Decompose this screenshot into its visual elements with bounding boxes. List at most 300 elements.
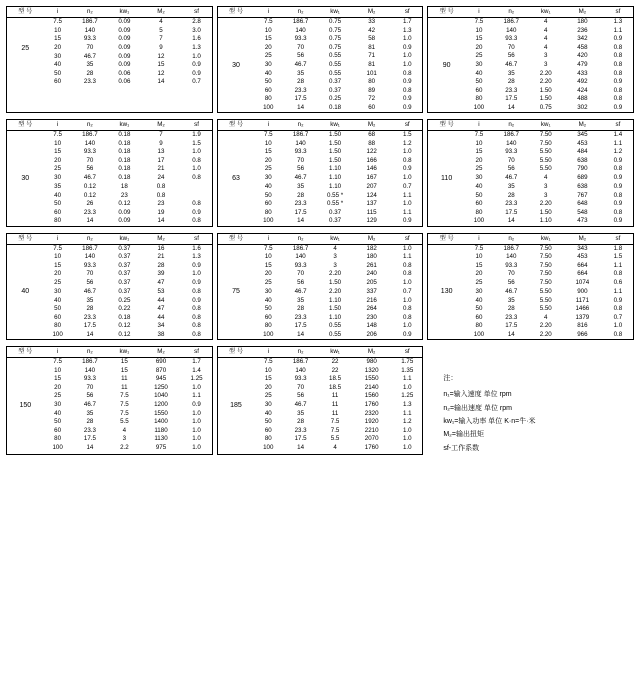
cell-m2: 39 xyxy=(157,270,165,278)
cell-sf: 3.0 xyxy=(192,26,201,34)
model-spacer xyxy=(428,331,465,340)
cell-n2: 17.5 xyxy=(83,435,96,443)
cell-i: 15 xyxy=(264,261,272,269)
table-row xyxy=(428,104,633,113)
cell-n2: 93.3 xyxy=(294,375,307,383)
table-row xyxy=(218,331,423,340)
model-spacer xyxy=(7,192,44,201)
cell-i: 20 xyxy=(264,43,272,51)
cell-kw1: 0.18 xyxy=(118,156,131,164)
cell-n2: 93.3 xyxy=(294,148,307,156)
cell-i: 10 xyxy=(475,26,483,34)
cell-kw1: 4 xyxy=(544,174,548,182)
cell-i: 80 xyxy=(264,208,272,216)
table-row xyxy=(7,375,212,384)
cell-i: 10 xyxy=(54,26,62,34)
cell-kw1: 11 xyxy=(331,400,339,408)
cell-kw1: 1.10 xyxy=(329,313,342,321)
cell-m2: 302 xyxy=(577,103,588,111)
cell-i: 40 xyxy=(264,296,272,304)
legend-line-1: n₂=输出速度 单位 rpm xyxy=(443,404,512,412)
header-sf: sf xyxy=(392,234,422,245)
cell-kw1: 0.18 xyxy=(118,165,131,173)
cell-m2: 343 xyxy=(577,244,588,252)
table-row xyxy=(7,287,212,296)
cell-i: 30 xyxy=(264,60,272,68)
cell-kw1: 22 xyxy=(331,366,339,374)
cell-sf: 0.8 xyxy=(192,217,201,225)
cell-n2: 93.3 xyxy=(83,148,96,156)
cell-kw1: 0.75 xyxy=(329,26,342,34)
cell-n2: 17.5 xyxy=(505,322,518,330)
cell-n2: 70 xyxy=(297,156,305,164)
cell-sf: 0.9 xyxy=(402,43,412,51)
cell-kw1: 0.37 xyxy=(329,208,342,216)
cell-sf: 0.9 xyxy=(192,400,201,408)
cell-kw1: 0.37 xyxy=(329,217,342,225)
table-row xyxy=(218,244,423,253)
cell-m2: 14 xyxy=(157,217,165,225)
table-row xyxy=(428,253,633,262)
table-row xyxy=(7,140,212,149)
legend-line-3: M₂=输出扭矩 xyxy=(443,431,484,439)
model-spacer xyxy=(428,253,465,262)
cell-sf: 0.9 xyxy=(613,78,623,86)
cell-m2: 473 xyxy=(577,217,588,225)
cell-kw1: 1.50 xyxy=(329,131,342,139)
model-label: 30 xyxy=(21,174,30,182)
cell-n2: 46.7 xyxy=(294,287,307,295)
cell-sf: 1.0 xyxy=(613,322,623,330)
cell-m2: 21 xyxy=(157,165,165,173)
cell-kw1: 15 xyxy=(120,358,128,366)
cell-n2: 70 xyxy=(297,383,305,391)
cell-m2: 47 xyxy=(157,278,165,286)
cell-kw1: 1.50 xyxy=(539,86,552,94)
cell-n2: 140 xyxy=(84,139,96,147)
cell-i: 60 xyxy=(475,86,483,94)
cell-m2: 1400 xyxy=(154,418,168,426)
header-sf: sf xyxy=(392,7,422,18)
cell-i: 80 xyxy=(54,322,62,330)
cell-i: 50 xyxy=(475,78,483,86)
cell-i: 100 xyxy=(263,330,274,338)
cell-kw1: 0.18 xyxy=(329,103,342,111)
cell-m2: 81 xyxy=(368,43,376,51)
cell-n2: 28 xyxy=(507,191,515,199)
header-i: i xyxy=(465,234,493,245)
cell-m2: 81 xyxy=(368,60,376,68)
cell-sf: 1.4 xyxy=(192,366,201,374)
cell-n2: 17.5 xyxy=(294,208,307,216)
table-row xyxy=(218,70,423,79)
table-row xyxy=(428,183,633,192)
spec-table xyxy=(428,120,633,225)
cell-m2: 342 xyxy=(577,35,588,42)
cell-n2: 93.3 xyxy=(505,261,518,269)
cell-sf: 0.9 xyxy=(192,296,201,304)
cell-sf: 1.7 xyxy=(192,358,201,366)
cell-kw1: 0.18 xyxy=(118,174,131,182)
cell-n2: 140 xyxy=(506,139,517,147)
cell-kw1: 7.50 xyxy=(539,261,552,269)
legend-title: 注： xyxy=(443,375,458,383)
header-model: 型 号 xyxy=(218,347,255,358)
cell-n2: 23.3 xyxy=(83,313,96,321)
cell-i: 20 xyxy=(475,43,483,51)
model-spacer xyxy=(218,131,255,140)
cell-m2: 1320 xyxy=(364,366,379,374)
cell-m2: 146 xyxy=(366,165,377,173)
header-kw1: kw₁ xyxy=(319,120,351,131)
header-n2: n₂ xyxy=(72,347,109,358)
cell-m2: 17 xyxy=(157,156,165,164)
model-spacer xyxy=(218,435,255,444)
table-body-8 xyxy=(428,244,633,339)
cell-kw1: 1.10 xyxy=(539,217,552,225)
table-row xyxy=(218,287,423,296)
table-row xyxy=(7,44,212,53)
cell-sf: 0.9 xyxy=(402,95,412,103)
cell-n2: 186.7 xyxy=(292,358,309,366)
header-model: 型 号 xyxy=(428,120,465,131)
cell-n2: 35 xyxy=(86,61,94,69)
cell-kw1: 15 xyxy=(120,366,128,374)
model-spacer xyxy=(218,95,255,104)
cell-sf: 0.9 xyxy=(613,35,623,42)
cell-i: 80 xyxy=(475,322,483,330)
cell-i: 60 xyxy=(54,313,62,321)
cell-sf: 0.8 xyxy=(402,270,412,278)
table-row xyxy=(428,244,633,253)
cell-sf: 0.9 xyxy=(192,278,201,286)
cell-kw1: 5.5 xyxy=(330,435,340,443)
model-spacer xyxy=(7,444,44,453)
cell-m2: 1074 xyxy=(575,278,590,286)
cell-sf: 0.9 xyxy=(192,69,201,77)
cell-sf: 0.9 xyxy=(402,217,412,225)
spec-table xyxy=(218,347,423,452)
cell-kw1: 0.09 xyxy=(118,52,131,60)
cell-kw1: 7.50 xyxy=(539,244,552,252)
table-row xyxy=(7,367,212,376)
cell-i: 30 xyxy=(54,400,62,408)
cell-n2: 17.5 xyxy=(505,95,518,103)
cell-i: 15 xyxy=(54,375,62,383)
cell-sf: 1.6 xyxy=(192,244,201,252)
model-spacer xyxy=(428,95,465,104)
header-model: 型 号 xyxy=(428,7,465,18)
cell-sf: 1.0 xyxy=(402,52,412,59)
cell-m2: 23 xyxy=(157,200,165,208)
cell-sf: 0.9 xyxy=(613,296,623,304)
model-spacer xyxy=(218,375,255,384)
table-row xyxy=(428,270,633,279)
table-row xyxy=(7,165,212,174)
model-spacer xyxy=(7,217,44,226)
cell-sf: 1.0 xyxy=(192,418,201,426)
cell-n2: 140 xyxy=(84,26,96,34)
cell-sf xyxy=(181,192,211,201)
cell-m2: 38 xyxy=(157,330,165,338)
cell-n2: 35 xyxy=(86,409,94,417)
cell-i: 80 xyxy=(475,95,483,103)
cell-m2: 453 xyxy=(577,253,588,261)
cell-m2: 129 xyxy=(366,217,377,225)
cell-kw1: 5.5 xyxy=(120,418,129,426)
cell-n2: 186.7 xyxy=(82,18,98,25)
cell-m2: 216 xyxy=(366,296,377,304)
cell-kw1: 2.20 xyxy=(539,330,552,338)
header-model: 型 号 xyxy=(428,234,465,245)
cell-n2: 28 xyxy=(86,418,94,426)
table-row xyxy=(7,192,212,201)
table-row xyxy=(428,262,633,271)
cell-m2: 816 xyxy=(577,322,588,330)
cell-n2: 14 xyxy=(507,103,515,111)
cell-i: 35 xyxy=(54,183,62,191)
cell-i: 10 xyxy=(264,366,272,374)
cell-m2: 638 xyxy=(577,183,588,191)
table-row xyxy=(428,87,633,96)
cell-n2: 93.3 xyxy=(83,375,96,383)
cell-m2: 167 xyxy=(366,174,377,182)
table-header-row xyxy=(218,234,423,245)
cell-sf: 1.2 xyxy=(402,418,412,426)
cell-n2: 17.5 xyxy=(294,435,307,443)
cell-i: 20 xyxy=(264,156,272,164)
cell-kw1: 1.50 xyxy=(539,208,552,216)
model-spacer xyxy=(218,367,255,376)
cell-kw1: 0.75 xyxy=(329,35,342,42)
cell-sf: 1.0 xyxy=(402,322,412,330)
model-label: 30 xyxy=(232,61,240,69)
cell-sf: 0.8 xyxy=(402,86,412,94)
table-row xyxy=(218,27,423,36)
cell-m2: 230 xyxy=(366,313,377,321)
cell-m2: 1180 xyxy=(154,426,168,434)
cell-i: 40 xyxy=(54,61,62,69)
cell-kw1: 4 xyxy=(122,426,127,434)
cell-n2: 17.5 xyxy=(294,95,307,103)
cell-sf: 0.9 xyxy=(192,261,201,269)
cell-m2: 44 xyxy=(157,296,165,304)
header-n2: n₂ xyxy=(282,347,319,358)
cell-kw1: 18.5 xyxy=(329,375,342,383)
table-row xyxy=(7,244,212,253)
cell-sf: 1.0 xyxy=(402,35,412,42)
table-header-row xyxy=(7,7,212,18)
cell-i: 100 xyxy=(473,103,485,111)
cell-i: 80 xyxy=(475,208,483,216)
model-spacer xyxy=(428,70,465,79)
model-spacer xyxy=(218,358,255,367)
cell-kw1: 0.25 xyxy=(118,296,131,304)
table-row xyxy=(7,35,212,44)
cell-n2: 28 xyxy=(297,418,305,426)
cell-sf: 1.0 xyxy=(402,426,412,434)
cell-i: 25 xyxy=(475,278,483,286)
cell-kw1: 4 xyxy=(333,244,337,252)
table-row xyxy=(7,157,212,166)
cell-i: 25 xyxy=(264,392,272,400)
table-row xyxy=(428,148,633,157)
cell-sf: 0.8 xyxy=(192,330,201,338)
model-spacer xyxy=(428,35,465,44)
cell-i: 60 xyxy=(264,313,272,321)
cell-m2: 264 xyxy=(366,305,377,313)
cell-i: 60 xyxy=(264,200,272,208)
cell-sf: 0.7 xyxy=(192,78,201,86)
model-spacer xyxy=(218,410,255,419)
model-label: 63 xyxy=(232,174,240,182)
cell-sf: 0.8 xyxy=(613,208,623,216)
cell-i: 100 xyxy=(473,217,485,225)
cell-sf: 1.0 xyxy=(402,296,412,304)
model-spacer xyxy=(218,87,255,96)
cell-m2: 790 xyxy=(577,165,588,173)
cell-kw1: 5.50 xyxy=(539,156,552,164)
table-row xyxy=(7,70,212,79)
cell-m2: 166 xyxy=(366,156,377,164)
header-model: 型 号 xyxy=(218,120,255,131)
cell-sf: 1.1 xyxy=(402,253,412,261)
model-spacer xyxy=(428,270,465,279)
cell-n2: 70 xyxy=(86,383,94,391)
cell-kw1: 7.50 xyxy=(539,270,552,278)
cell-i: 15 xyxy=(54,35,62,42)
cell-m2: 870 xyxy=(155,366,167,374)
spec-block-30a xyxy=(217,6,424,113)
cell-kw1: 0.55 * xyxy=(326,191,344,199)
cell-n2: 70 xyxy=(297,43,305,51)
cell-i: 80 xyxy=(54,217,62,225)
model-spacer xyxy=(428,157,465,166)
table-header-row xyxy=(7,234,212,245)
model-spacer xyxy=(7,392,44,401)
cell-sf: 1.3 xyxy=(192,43,201,51)
cell-kw1: 1.50 xyxy=(329,305,342,313)
cell-i: 20 xyxy=(54,43,62,51)
header-n2: n₂ xyxy=(72,7,109,18)
cell-n2: 35 xyxy=(297,409,305,417)
cell-sf: 0.8 xyxy=(613,52,623,59)
model-spacer xyxy=(218,148,255,157)
cell-kw1: 5.50 xyxy=(539,296,552,304)
cell-sf: 0.8 xyxy=(402,69,412,77)
model-spacer xyxy=(218,244,255,253)
model-spacer xyxy=(218,140,255,149)
table-body-7 xyxy=(218,244,423,339)
table-row xyxy=(428,61,633,70)
header-m2: M₂ xyxy=(562,7,603,18)
cell-kw1: 0.09 xyxy=(118,43,131,51)
cell-n2: 23.3 xyxy=(294,200,307,208)
table-row xyxy=(7,78,212,87)
cell-i: 20 xyxy=(264,383,272,391)
table-row xyxy=(218,148,423,157)
header-kw1: kw₁ xyxy=(108,347,140,358)
cell-sf: 1.1 xyxy=(613,26,623,34)
cell-m2: 240 xyxy=(366,270,377,278)
cell-m2: 180 xyxy=(366,253,377,261)
cell-m2: 34 xyxy=(157,322,165,330)
cell-m2: 0.8 xyxy=(156,191,166,199)
cell-n2: 28 xyxy=(297,305,305,313)
cell-n2: 14 xyxy=(507,330,515,338)
model-spacer xyxy=(218,157,255,166)
cell-i: 7.5 xyxy=(263,358,273,366)
cell-m2: 1379 xyxy=(575,313,590,321)
cell-sf: 1.1 xyxy=(613,139,623,147)
table-row xyxy=(218,444,423,453)
table-row xyxy=(428,331,633,340)
cell-m2: 2320 xyxy=(364,409,379,417)
cell-m2: 33 xyxy=(368,18,376,25)
header-i: i xyxy=(44,7,72,18)
table-header-row xyxy=(218,120,423,131)
cell-sf: 1.25 xyxy=(190,375,203,383)
cell-sf: 0.8 xyxy=(613,86,623,94)
cell-m2: 88 xyxy=(368,139,376,147)
cell-sf: 0.8 xyxy=(613,305,623,313)
cell-i: 7.5 xyxy=(53,18,62,25)
cell-sf: 0.8 xyxy=(613,191,623,199)
cell-n2: 70 xyxy=(507,43,515,51)
cell-kw1: 0.55 xyxy=(329,52,342,59)
table-row xyxy=(7,331,212,340)
cell-kw1: 1.50 xyxy=(329,278,342,286)
cell-sf: 0.7 xyxy=(402,183,412,191)
cell-n2: 70 xyxy=(297,270,305,278)
cell-m2: 58 xyxy=(368,35,376,42)
cell-n2: 140 xyxy=(506,26,517,34)
header-m2: M₂ xyxy=(351,234,392,245)
cell-m2: 945 xyxy=(155,375,167,383)
model-spacer xyxy=(218,322,255,331)
cell-m2: 2140 xyxy=(364,383,379,391)
table-row xyxy=(7,253,212,262)
cell-m2: 148 xyxy=(366,322,377,330)
cell-sf: 0.9 xyxy=(402,165,412,173)
table-body-5 xyxy=(428,131,633,226)
cell-kw1: 1.10 xyxy=(329,296,342,304)
cell-n2: 186.7 xyxy=(503,18,519,25)
cell-sf: 0.8 xyxy=(192,305,201,313)
table-row xyxy=(7,53,212,62)
table-header-row xyxy=(428,7,633,18)
cell-i: 60 xyxy=(54,78,62,86)
cell-sf: 0.9 xyxy=(613,217,623,225)
cell-sf: 0.8 xyxy=(192,156,201,164)
cell-m2: 207 xyxy=(366,183,377,191)
header-sf: sf xyxy=(181,7,211,18)
cell-m2: 60 xyxy=(368,103,376,111)
cell-m2: 0.8 xyxy=(156,183,166,191)
model-spacer xyxy=(7,410,44,419)
table-row xyxy=(218,165,423,174)
cell-i: 20 xyxy=(54,383,62,391)
model-spacer xyxy=(218,427,255,436)
model-spacer xyxy=(7,18,44,27)
cell-i: 100 xyxy=(52,443,63,451)
model-spacer xyxy=(218,253,255,262)
header-model: 型 号 xyxy=(218,234,255,245)
cell-i: 10 xyxy=(475,139,483,147)
model-spacer xyxy=(218,314,255,323)
cell-m2: 261 xyxy=(366,261,377,269)
cell-m2: 16 xyxy=(157,244,165,252)
